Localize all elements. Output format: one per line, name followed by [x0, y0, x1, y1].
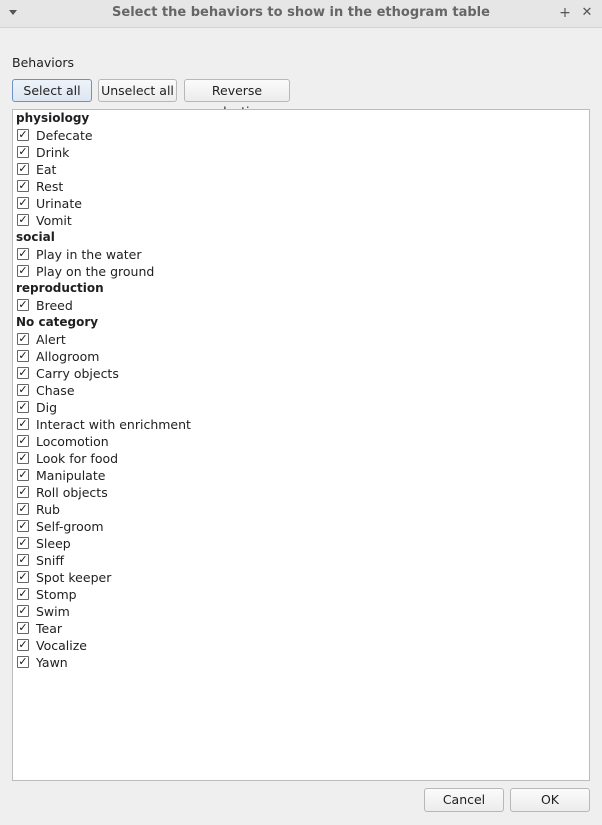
checkbox[interactable]: ✓ [18, 570, 28, 583]
behavior-label: Alert [36, 332, 66, 347]
checkbox[interactable]: ✓ [18, 553, 28, 566]
checkbox[interactable]: ✓ [18, 162, 28, 175]
checkbox[interactable]: ✓ [18, 400, 28, 413]
checkbox[interactable]: ✓ [18, 366, 28, 379]
behavior-label: Chase [36, 383, 75, 398]
checkbox[interactable]: ✓ [18, 519, 28, 532]
close-icon[interactable]: ✕ [581, 5, 593, 20]
behavior-label: Rest [36, 179, 64, 194]
behavior-label: Yawn [36, 655, 68, 670]
checkbox[interactable]: ✓ [18, 485, 28, 498]
behavior-label: Allogroom [36, 349, 100, 364]
checkbox[interactable]: ✓ [18, 179, 28, 192]
checkbox[interactable]: ✓ [18, 383, 28, 396]
checkbox[interactable]: ✓ [18, 621, 28, 634]
behavior-label: Locomotion [36, 434, 109, 449]
behavior-label: Carry objects [36, 366, 119, 381]
behavior-label: Defecate [36, 128, 93, 143]
select-all-button[interactable]: Select all [12, 79, 92, 102]
behavior-label: Stomp [36, 587, 77, 602]
checkbox[interactable]: ✓ [18, 145, 28, 158]
pin-icon[interactable]: + [559, 5, 571, 21]
checkbox[interactable]: ✓ [18, 468, 28, 481]
behavior-label: Spot keeper [36, 570, 112, 585]
behavior-label: Eat [36, 162, 57, 177]
title-bar [0, 0, 602, 28]
behavior-label: Swim [36, 604, 70, 619]
checkbox[interactable]: ✓ [18, 213, 28, 226]
unselect-all-button[interactable]: Unselect all [98, 79, 177, 102]
checkbox[interactable]: ✓ [18, 247, 28, 260]
behavior-label: Sniff [36, 553, 64, 568]
behavior-label: Vomit [36, 213, 72, 228]
reverse-selection-button[interactable]: Reverse [184, 79, 290, 102]
cancel-button[interactable]: Cancel [424, 788, 504, 812]
category-header: No category [16, 315, 99, 329]
window-title: Select the behaviors to show in the ethogram table [112, 5, 490, 20]
checkbox[interactable]: ✓ [18, 638, 28, 651]
behavior-label: Sleep [36, 536, 71, 551]
behavior-label: Rub [36, 502, 60, 517]
checkbox[interactable]: ✓ [18, 587, 28, 600]
behavior-label: Tear [36, 621, 63, 636]
behavior-label: Interact with enrichment [36, 417, 191, 432]
behavior-label: Vocalize [36, 638, 87, 653]
behavior-label: Manipulate [36, 468, 106, 483]
checkbox[interactable]: ✓ [18, 502, 28, 515]
behavior-label: Roll objects [36, 485, 108, 500]
checkbox[interactable]: ✓ [18, 655, 28, 668]
behavior-label: Play on the ground [36, 264, 155, 279]
checkbox[interactable]: ✓ [18, 264, 28, 277]
checkbox[interactable]: ✓ [18, 434, 28, 447]
checkbox[interactable]: ✓ [18, 196, 28, 209]
checkbox[interactable]: ✓ [18, 604, 28, 617]
behavior-label: Play in the water [36, 247, 142, 262]
checkbox[interactable]: ✓ [18, 349, 28, 362]
behavior-label: Drink [36, 145, 70, 160]
checkbox[interactable]: ✓ [18, 332, 28, 345]
checkbox[interactable]: ✓ [18, 536, 28, 549]
category-header: physiology [16, 111, 90, 125]
behavior-label: Urinate [36, 196, 82, 211]
checkbox[interactable]: ✓ [18, 417, 28, 430]
behavior-label: Self-groom [36, 519, 104, 534]
behavior-label: Breed [36, 298, 73, 313]
behavior-label: Dig [36, 400, 58, 415]
behaviors-list[interactable] [12, 109, 590, 781]
category-header: reproduction [16, 281, 104, 295]
checkbox[interactable]: ✓ [18, 451, 28, 464]
checkbox[interactable]: ✓ [18, 298, 28, 311]
behaviors-label: Behaviors [12, 55, 75, 70]
behavior-label: Look for food [36, 451, 119, 466]
category-header: social [16, 230, 55, 244]
checkbox[interactable]: ✓ [18, 128, 28, 141]
ok-button[interactable]: OK [510, 788, 590, 812]
